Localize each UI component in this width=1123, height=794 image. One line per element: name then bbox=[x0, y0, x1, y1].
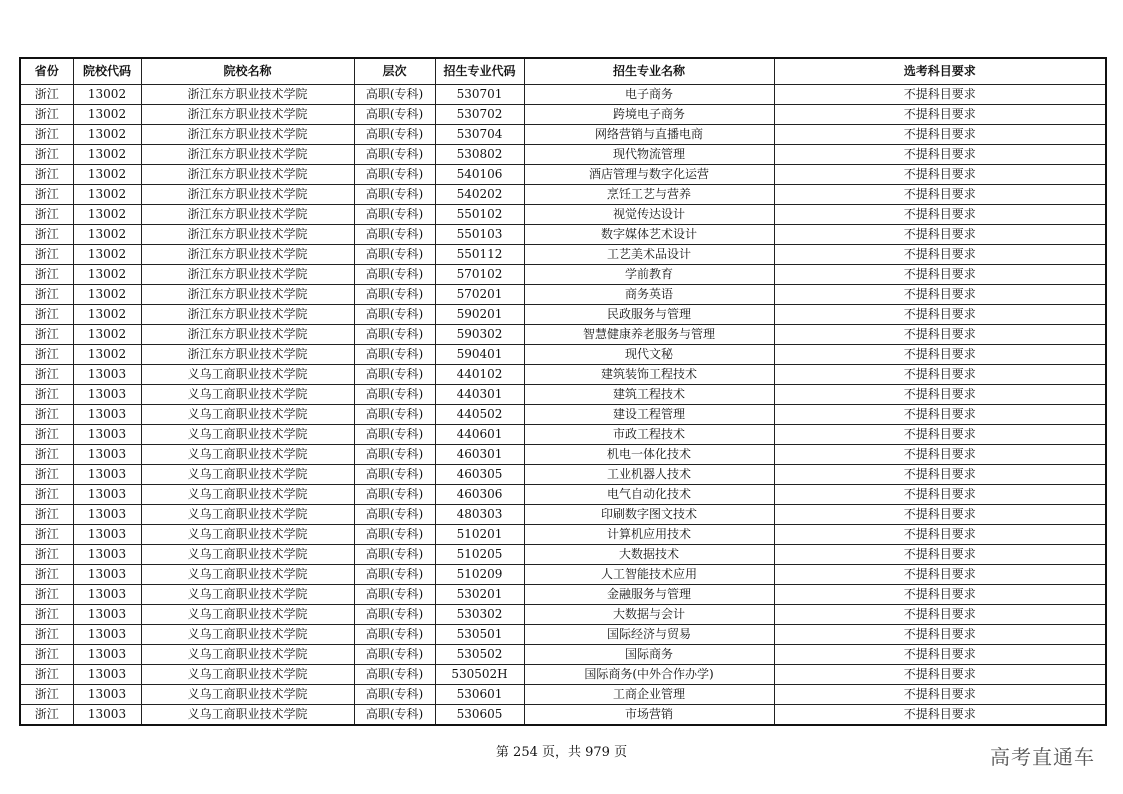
cell-subject-requirement: 不提科目要求 bbox=[774, 285, 1106, 305]
cell-major-name: 数字媒体艺术设计 bbox=[524, 225, 774, 245]
cell-school-code: 13003 bbox=[73, 505, 141, 525]
cell-major-code: 550102 bbox=[435, 205, 524, 225]
cell-school-name: 义乌工商职业技术学院 bbox=[141, 565, 354, 585]
cell-school-code: 13002 bbox=[73, 225, 141, 245]
cell-school-code: 13003 bbox=[73, 485, 141, 505]
cell-level: 高职(专科) bbox=[354, 445, 435, 465]
cell-subject-requirement: 不提科目要求 bbox=[774, 225, 1106, 245]
cell-school-name: 浙江东方职业技术学院 bbox=[141, 185, 354, 205]
cell-subject-requirement: 不提科目要求 bbox=[774, 385, 1106, 405]
cell-major-name: 现代物流管理 bbox=[524, 145, 774, 165]
cell-major-code: 550112 bbox=[435, 245, 524, 265]
page-number: 第 254 页，共 979 页 bbox=[495, 745, 628, 760]
cell-level: 高职(专科) bbox=[354, 205, 435, 225]
cell-major-name: 电气自动化技术 bbox=[524, 485, 774, 505]
cell-school-name: 浙江东方职业技术学院 bbox=[141, 225, 354, 245]
cell-province: 浙江 bbox=[20, 205, 73, 225]
cell-major-name: 国际经济与贸易 bbox=[524, 625, 774, 645]
cell-school-code: 13003 bbox=[73, 625, 141, 645]
cell-level: 高职(专科) bbox=[354, 425, 435, 445]
cell-school-code: 13002 bbox=[73, 185, 141, 205]
cell-school-name: 浙江东方职业技术学院 bbox=[141, 245, 354, 265]
cell-major-code: 530701 bbox=[435, 85, 524, 105]
table-row bbox=[20, 565, 1106, 585]
cell-school-name: 义乌工商职业技术学院 bbox=[141, 705, 354, 726]
cell-major-name: 机电一体化技术 bbox=[524, 445, 774, 465]
cell-major-code: 540106 bbox=[435, 165, 524, 185]
table-row bbox=[20, 665, 1106, 685]
table-row bbox=[20, 485, 1106, 505]
cell-major-code: 530201 bbox=[435, 585, 524, 605]
table-row bbox=[20, 325, 1106, 345]
cell-major-name: 跨境电子商务 bbox=[524, 105, 774, 125]
cell-level: 高职(专科) bbox=[354, 385, 435, 405]
cell-school-code: 13003 bbox=[73, 645, 141, 665]
cell-province: 浙江 bbox=[20, 585, 73, 605]
cell-school-name: 浙江东方职业技术学院 bbox=[141, 305, 354, 325]
cell-school-name: 义乌工商职业技术学院 bbox=[141, 685, 354, 705]
cell-province: 浙江 bbox=[20, 325, 73, 345]
cell-major-name: 烹饪工艺与营养 bbox=[524, 185, 774, 205]
cell-subject-requirement: 不提科目要求 bbox=[774, 245, 1106, 265]
cell-major-code: 510205 bbox=[435, 545, 524, 565]
cell-school-name: 浙江东方职业技术学院 bbox=[141, 125, 354, 145]
cell-school-code: 13002 bbox=[73, 105, 141, 125]
table-row bbox=[20, 265, 1106, 285]
watermark-logo: 高考直通车 bbox=[990, 745, 1095, 769]
cell-level: 高职(专科) bbox=[354, 665, 435, 685]
cell-subject-requirement: 不提科目要求 bbox=[774, 325, 1106, 345]
cell-major-name: 智慧健康养老服务与管理 bbox=[524, 325, 774, 345]
cell-major-name: 印刷数字图文技术 bbox=[524, 505, 774, 525]
cell-school-name: 义乌工商职业技术学院 bbox=[141, 445, 354, 465]
cell-subject-requirement: 不提科目要求 bbox=[774, 185, 1106, 205]
cell-level: 高职(专科) bbox=[354, 605, 435, 625]
cell-major-code: 480303 bbox=[435, 505, 524, 525]
cell-major-code: 460301 bbox=[435, 445, 524, 465]
cell-school-name: 义乌工商职业技术学院 bbox=[141, 665, 354, 685]
cell-subject-requirement: 不提科目要求 bbox=[774, 125, 1106, 145]
cell-major-code: 440301 bbox=[435, 385, 524, 405]
cell-province: 浙江 bbox=[20, 185, 73, 205]
cell-school-code: 13002 bbox=[73, 145, 141, 165]
header-subject-requirement: 选考科目要求 bbox=[774, 58, 1106, 85]
cell-subject-requirement: 不提科目要求 bbox=[774, 485, 1106, 505]
cell-school-name: 浙江东方职业技术学院 bbox=[141, 265, 354, 285]
cell-major-code: 590302 bbox=[435, 325, 524, 345]
cell-major-name: 计算机应用技术 bbox=[524, 525, 774, 545]
cell-school-code: 13003 bbox=[73, 705, 141, 726]
cell-major-code: 440601 bbox=[435, 425, 524, 445]
cell-major-name: 市场营销 bbox=[524, 705, 774, 726]
cell-major-name: 工艺美术品设计 bbox=[524, 245, 774, 265]
cell-province: 浙江 bbox=[20, 365, 73, 385]
cell-subject-requirement: 不提科目要求 bbox=[774, 705, 1106, 726]
cell-level: 高职(专科) bbox=[354, 345, 435, 365]
cell-major-name: 建筑工程技术 bbox=[524, 385, 774, 405]
cell-major-code: 570102 bbox=[435, 265, 524, 285]
cell-level: 高职(专科) bbox=[354, 125, 435, 145]
cell-province: 浙江 bbox=[20, 385, 73, 405]
table-row bbox=[20, 165, 1106, 185]
cell-major-code: 510201 bbox=[435, 525, 524, 545]
cell-subject-requirement: 不提科目要求 bbox=[774, 445, 1106, 465]
table-row bbox=[20, 105, 1106, 125]
cell-province: 浙江 bbox=[20, 345, 73, 365]
table-row bbox=[20, 545, 1106, 565]
cell-province: 浙江 bbox=[20, 525, 73, 545]
cell-major-name: 国际商务 bbox=[524, 645, 774, 665]
table-row bbox=[20, 225, 1106, 245]
cell-major-code: 460305 bbox=[435, 465, 524, 485]
header-school-name: 院校名称 bbox=[141, 58, 354, 85]
cell-level: 高职(专科) bbox=[354, 685, 435, 705]
cell-school-code: 13002 bbox=[73, 165, 141, 185]
cell-major-name: 工业机器人技术 bbox=[524, 465, 774, 485]
cell-subject-requirement: 不提科目要求 bbox=[774, 365, 1106, 385]
cell-major-code: 510209 bbox=[435, 565, 524, 585]
cell-school-code: 13003 bbox=[73, 605, 141, 625]
cell-school-code: 13002 bbox=[73, 85, 141, 105]
cell-level: 高职(专科) bbox=[354, 625, 435, 645]
cell-school-name: 义乌工商职业技术学院 bbox=[141, 625, 354, 645]
cell-major-name: 学前教育 bbox=[524, 265, 774, 285]
table-row bbox=[20, 645, 1106, 665]
cell-major-code: 550103 bbox=[435, 225, 524, 245]
cell-province: 浙江 bbox=[20, 85, 73, 105]
cell-major-name: 工商企业管理 bbox=[524, 685, 774, 705]
cell-major-code: 440502 bbox=[435, 405, 524, 425]
cell-subject-requirement: 不提科目要求 bbox=[774, 465, 1106, 485]
cell-school-name: 义乌工商职业技术学院 bbox=[141, 605, 354, 625]
cell-subject-requirement: 不提科目要求 bbox=[774, 585, 1106, 605]
cell-school-name: 义乌工商职业技术学院 bbox=[141, 525, 354, 545]
cell-level: 高职(专科) bbox=[354, 305, 435, 325]
cell-major-name: 商务英语 bbox=[524, 285, 774, 305]
cell-level: 高职(专科) bbox=[354, 585, 435, 605]
cell-school-code: 13003 bbox=[73, 565, 141, 585]
table-row bbox=[20, 425, 1106, 445]
header-major-code: 招生专业代码 bbox=[435, 58, 524, 85]
cell-school-name: 浙江东方职业技术学院 bbox=[141, 285, 354, 305]
cell-province: 浙江 bbox=[20, 445, 73, 465]
cell-major-code: 530502H bbox=[435, 665, 524, 685]
cell-school-name: 义乌工商职业技术学院 bbox=[141, 645, 354, 665]
cell-school-name: 义乌工商职业技术学院 bbox=[141, 425, 354, 445]
table-row bbox=[20, 445, 1106, 465]
cell-level: 高职(专科) bbox=[354, 145, 435, 165]
cell-level: 高职(专科) bbox=[354, 525, 435, 545]
cell-province: 浙江 bbox=[20, 105, 73, 125]
table-row bbox=[20, 585, 1106, 605]
cell-major-code: 570201 bbox=[435, 285, 524, 305]
cell-province: 浙江 bbox=[20, 165, 73, 185]
cell-level: 高职(专科) bbox=[354, 245, 435, 265]
cell-subject-requirement: 不提科目要求 bbox=[774, 165, 1106, 185]
cell-major-code: 460306 bbox=[435, 485, 524, 505]
cell-province: 浙江 bbox=[20, 485, 73, 505]
cell-level: 高职(专科) bbox=[354, 505, 435, 525]
cell-school-name: 义乌工商职业技术学院 bbox=[141, 585, 354, 605]
cell-major-code: 530605 bbox=[435, 705, 524, 726]
cell-level: 高职(专科) bbox=[354, 165, 435, 185]
table-row bbox=[20, 505, 1106, 525]
cell-province: 浙江 bbox=[20, 225, 73, 245]
table-row bbox=[20, 385, 1106, 405]
cell-level: 高职(专科) bbox=[354, 265, 435, 285]
cell-major-code: 590201 bbox=[435, 305, 524, 325]
cell-level: 高职(专科) bbox=[354, 705, 435, 726]
cell-school-code: 13002 bbox=[73, 285, 141, 305]
cell-province: 浙江 bbox=[20, 145, 73, 165]
cell-school-code: 13003 bbox=[73, 585, 141, 605]
cell-school-name: 浙江东方职业技术学院 bbox=[141, 105, 354, 125]
table-row bbox=[20, 145, 1106, 165]
cell-school-code: 13003 bbox=[73, 365, 141, 385]
cell-school-name: 浙江东方职业技术学院 bbox=[141, 85, 354, 105]
cell-major-name: 电子商务 bbox=[524, 85, 774, 105]
cell-school-code: 13003 bbox=[73, 405, 141, 425]
cell-major-code: 530302 bbox=[435, 605, 524, 625]
cell-major-name: 酒店管理与数字化运营 bbox=[524, 165, 774, 185]
table-row bbox=[20, 625, 1106, 645]
cell-province: 浙江 bbox=[20, 305, 73, 325]
cell-level: 高职(专科) bbox=[354, 225, 435, 245]
cell-province: 浙江 bbox=[20, 245, 73, 265]
cell-subject-requirement: 不提科目要求 bbox=[774, 685, 1106, 705]
cell-school-code: 13002 bbox=[73, 125, 141, 145]
cell-school-code: 13002 bbox=[73, 325, 141, 345]
cell-province: 浙江 bbox=[20, 425, 73, 445]
header-province: 省份 bbox=[20, 58, 73, 85]
cell-major-name: 现代文秘 bbox=[524, 345, 774, 365]
cell-subject-requirement: 不提科目要求 bbox=[774, 665, 1106, 685]
cell-major-code: 590401 bbox=[435, 345, 524, 365]
cell-school-name: 义乌工商职业技术学院 bbox=[141, 485, 354, 505]
cell-province: 浙江 bbox=[20, 505, 73, 525]
cell-subject-requirement: 不提科目要求 bbox=[774, 565, 1106, 585]
cell-subject-requirement: 不提科目要求 bbox=[774, 105, 1106, 125]
cell-major-name: 民政服务与管理 bbox=[524, 305, 774, 325]
cell-subject-requirement: 不提科目要求 bbox=[774, 505, 1106, 525]
cell-level: 高职(专科) bbox=[354, 85, 435, 105]
cell-school-code: 13002 bbox=[73, 245, 141, 265]
cell-major-name: 视觉传达设计 bbox=[524, 205, 774, 225]
cell-school-name: 浙江东方职业技术学院 bbox=[141, 345, 354, 365]
cell-level: 高职(专科) bbox=[354, 105, 435, 125]
cell-province: 浙江 bbox=[20, 705, 73, 726]
cell-school-code: 13002 bbox=[73, 345, 141, 365]
cell-major-code: 530704 bbox=[435, 125, 524, 145]
cell-major-name: 市政工程技术 bbox=[524, 425, 774, 445]
cell-province: 浙江 bbox=[20, 285, 73, 305]
cell-major-code: 530702 bbox=[435, 105, 524, 125]
cell-school-code: 13002 bbox=[73, 205, 141, 225]
cell-school-name: 义乌工商职业技术学院 bbox=[141, 465, 354, 485]
cell-subject-requirement: 不提科目要求 bbox=[774, 305, 1106, 325]
cell-school-code: 13002 bbox=[73, 305, 141, 325]
cell-subject-requirement: 不提科目要求 bbox=[774, 525, 1106, 545]
cell-province: 浙江 bbox=[20, 685, 73, 705]
cell-subject-requirement: 不提科目要求 bbox=[774, 205, 1106, 225]
table-row bbox=[20, 125, 1106, 145]
header-level: 层次 bbox=[354, 58, 435, 85]
cell-school-name: 义乌工商职业技术学院 bbox=[141, 505, 354, 525]
table-row bbox=[20, 525, 1106, 545]
table-row bbox=[20, 365, 1106, 385]
table-row bbox=[20, 705, 1106, 726]
cell-province: 浙江 bbox=[20, 545, 73, 565]
cell-level: 高职(专科) bbox=[354, 485, 435, 505]
table-row bbox=[20, 245, 1106, 265]
table-row bbox=[20, 185, 1106, 205]
cell-school-name: 浙江东方职业技术学院 bbox=[141, 205, 354, 225]
cell-level: 高职(专科) bbox=[354, 565, 435, 585]
header-major-name: 招生专业名称 bbox=[524, 58, 774, 85]
cell-level: 高职(专科) bbox=[354, 185, 435, 205]
cell-province: 浙江 bbox=[20, 465, 73, 485]
cell-school-name: 浙江东方职业技术学院 bbox=[141, 165, 354, 185]
cell-level: 高职(专科) bbox=[354, 365, 435, 385]
cell-subject-requirement: 不提科目要求 bbox=[774, 85, 1106, 105]
cell-major-name: 大数据技术 bbox=[524, 545, 774, 565]
cell-school-code: 13003 bbox=[73, 525, 141, 545]
cell-major-name: 建设工程管理 bbox=[524, 405, 774, 425]
cell-school-name: 浙江东方职业技术学院 bbox=[141, 145, 354, 165]
table-row bbox=[20, 305, 1106, 325]
table-row bbox=[20, 685, 1106, 705]
table-row bbox=[20, 345, 1106, 365]
cell-province: 浙江 bbox=[20, 125, 73, 145]
cell-subject-requirement: 不提科目要求 bbox=[774, 145, 1106, 165]
table-body bbox=[20, 85, 1106, 726]
cell-school-code: 13002 bbox=[73, 265, 141, 285]
cell-subject-requirement: 不提科目要求 bbox=[774, 265, 1106, 285]
cell-province: 浙江 bbox=[20, 645, 73, 665]
table-header-row bbox=[20, 58, 1106, 85]
cell-level: 高职(专科) bbox=[354, 285, 435, 305]
header-school-code: 院校代码 bbox=[73, 58, 141, 85]
cell-school-code: 13003 bbox=[73, 685, 141, 705]
cell-major-code: 440102 bbox=[435, 365, 524, 385]
cell-subject-requirement: 不提科目要求 bbox=[774, 425, 1106, 445]
cell-province: 浙江 bbox=[20, 605, 73, 625]
cell-subject-requirement: 不提科目要求 bbox=[774, 345, 1106, 365]
table-row bbox=[20, 605, 1106, 625]
cell-subject-requirement: 不提科目要求 bbox=[774, 605, 1106, 625]
cell-major-code: 530502 bbox=[435, 645, 524, 665]
cell-major-code: 530501 bbox=[435, 625, 524, 645]
cell-school-code: 13003 bbox=[73, 465, 141, 485]
cell-major-name: 建筑装饰工程技术 bbox=[524, 365, 774, 385]
cell-major-name: 人工智能技术应用 bbox=[524, 565, 774, 585]
cell-subject-requirement: 不提科目要求 bbox=[774, 625, 1106, 645]
cell-school-code: 13003 bbox=[73, 385, 141, 405]
cell-school-name: 义乌工商职业技术学院 bbox=[141, 385, 354, 405]
cell-major-code: 540202 bbox=[435, 185, 524, 205]
cell-school-code: 13003 bbox=[73, 665, 141, 685]
cell-province: 浙江 bbox=[20, 265, 73, 285]
cell-major-code: 530802 bbox=[435, 145, 524, 165]
table-row bbox=[20, 465, 1106, 485]
cell-province: 浙江 bbox=[20, 405, 73, 425]
cell-school-code: 13003 bbox=[73, 425, 141, 445]
cell-province: 浙江 bbox=[20, 665, 73, 685]
cell-subject-requirement: 不提科目要求 bbox=[774, 405, 1106, 425]
cell-level: 高职(专科) bbox=[354, 405, 435, 425]
table-row bbox=[20, 85, 1106, 105]
table-row bbox=[20, 405, 1106, 425]
cell-school-name: 浙江东方职业技术学院 bbox=[141, 325, 354, 345]
table-row bbox=[20, 205, 1106, 225]
cell-level: 高职(专科) bbox=[354, 325, 435, 345]
cell-school-name: 义乌工商职业技术学院 bbox=[141, 405, 354, 425]
cell-province: 浙江 bbox=[20, 565, 73, 585]
cell-subject-requirement: 不提科目要求 bbox=[774, 645, 1106, 665]
cell-school-code: 13003 bbox=[73, 445, 141, 465]
cell-major-name: 网络营销与直播电商 bbox=[524, 125, 774, 145]
cell-major-name: 大数据与会计 bbox=[524, 605, 774, 625]
cell-major-name: 国际商务(中外合作办学) bbox=[524, 665, 774, 685]
admissions-table bbox=[19, 57, 1107, 726]
cell-province: 浙江 bbox=[20, 625, 73, 645]
table-row bbox=[20, 285, 1106, 305]
cell-school-name: 义乌工商职业技术学院 bbox=[141, 545, 354, 565]
cell-major-name: 金融服务与管理 bbox=[524, 585, 774, 605]
cell-level: 高职(专科) bbox=[354, 545, 435, 565]
cell-level: 高职(专科) bbox=[354, 645, 435, 665]
cell-major-code: 530601 bbox=[435, 685, 524, 705]
cell-subject-requirement: 不提科目要求 bbox=[774, 545, 1106, 565]
cell-level: 高职(专科) bbox=[354, 465, 435, 485]
cell-school-name: 义乌工商职业技术学院 bbox=[141, 365, 354, 385]
cell-school-code: 13003 bbox=[73, 545, 141, 565]
